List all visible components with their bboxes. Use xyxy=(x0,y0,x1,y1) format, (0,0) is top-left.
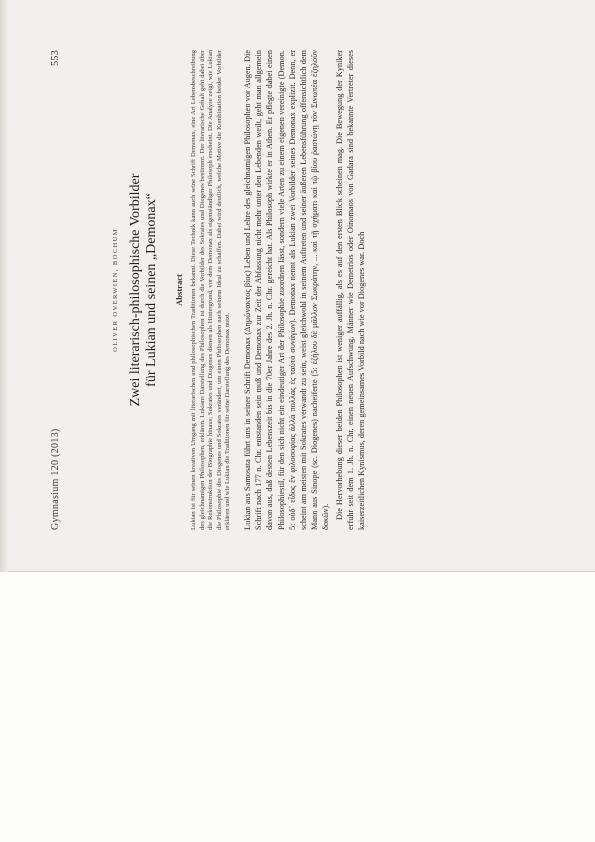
title-line-2: für Lukian und seinen „Demonax“ xyxy=(144,193,159,387)
body-paragraph-2: Die Hervorhebung dieser beiden Philosophen ist weniger auffällig, als es auf den ersten Blick scheinen mag. Die Bewegung der Kyniker erfuhr seit dem 1. Jh. n. Chr. einen neuen Aufschwung, Männer wie Demetrios oder Oinomaos von Gadara sind bekannte Vertreter dieses kaiserzeitlichen Kynismus, deren gemeinsames Vorbild nach wie vor Diogenes war. Doch xyxy=(334,50,366,530)
rotated-page-content xyxy=(50,50,367,530)
author-line: OLIVER OVERWIEN, BOCHUM xyxy=(112,228,119,352)
body-paragraph-1: Lukian aus Samosata führt uns in seiner Schrift Demonax (Δημώνακτος βίος) Leben und Lehre des gleichnamigen Philosophen vor Augen. Die Schrift nach 177 n. Chr. entstanden sein muß und Demonax zur Zeit der Abfassung nicht mehr unter den Lebenden weilt, geht man allgemein davon aus, daß dessen Lebenszeit bis in die 70er Jahre des 2. Jh. n. Chr. gereicht hat. Als Philosoph wirkte er in Athen. Er pflegte dabei einen Philosophiestil, für den sich nicht ein eindeutiger Art der Philosophie zuordnen lässt, sondern viele Arten zu einem eigenen vereinigte (Demon. 5: οὐδ᾽ εἶδος ἓν φιλοσοφίας ἀλλὰ πολλὰς ἐς ταὐτὸ συνάγων). Demonax nennt als Lukian zwei Vorbilder seines Demonax explizit. Denn, er scheint am meisten mit Sokrates verwandt zu sein, weist gleichwohl in seinem Auftreten und seiner äußeren Lebensführung offensichtlich dem Mann aus Sinope (sc. Diogenes) nacheiferte (5: ἐζήλου δὲ μᾶλλον Σωκράτην, ... καὶ τῇ σχήματι καὶ τῷ βίου ῥαστώνῃ τὸν Σινωπέα ἐζηλοῦν δοκῶν). xyxy=(242,50,331,530)
running-header xyxy=(50,50,61,530)
page-number: 553 xyxy=(50,50,61,66)
title-line-1: Zwei literarisch-philosophische Vorbilder xyxy=(128,173,143,407)
journal-citation: Gymnasium 120 (2013) xyxy=(50,428,61,530)
abstract-heading: Abstract xyxy=(174,274,184,306)
article-title xyxy=(128,50,160,530)
abstract-text: Lukian ist für seinen kreativen Umgang mit literarischen und philosophischen Traditionen bekannt. Diese Technik kann auch seine Schrift Demonax, eine Art Lebensbeschreibung des gleichnamigen Philosophen, erklären. Lukians Darstellung des Philosophen ist durch die Vorbilder des Sokrates und Diogenes bestimmt. Der literarische Gehalt geht dabei über die Rekonstruktion der Biographie hinaus; Sokrates und Diogenes dienen als Hintergrund, vor dem Demonax als eigenständiger Philosoph erscheint. Die Analyse zeigt, wie Lukian die Philosophie des Diogenes und Sokrates verändert, um einen Philosophen nach seinem Ideal zu schaffen. Dabei wird deutlich, welche Motive die Kombination beider Vorbilder erklären und wie Lukian die Traditionen für seine Darstellung des Demonax nutzt. xyxy=(190,50,232,530)
